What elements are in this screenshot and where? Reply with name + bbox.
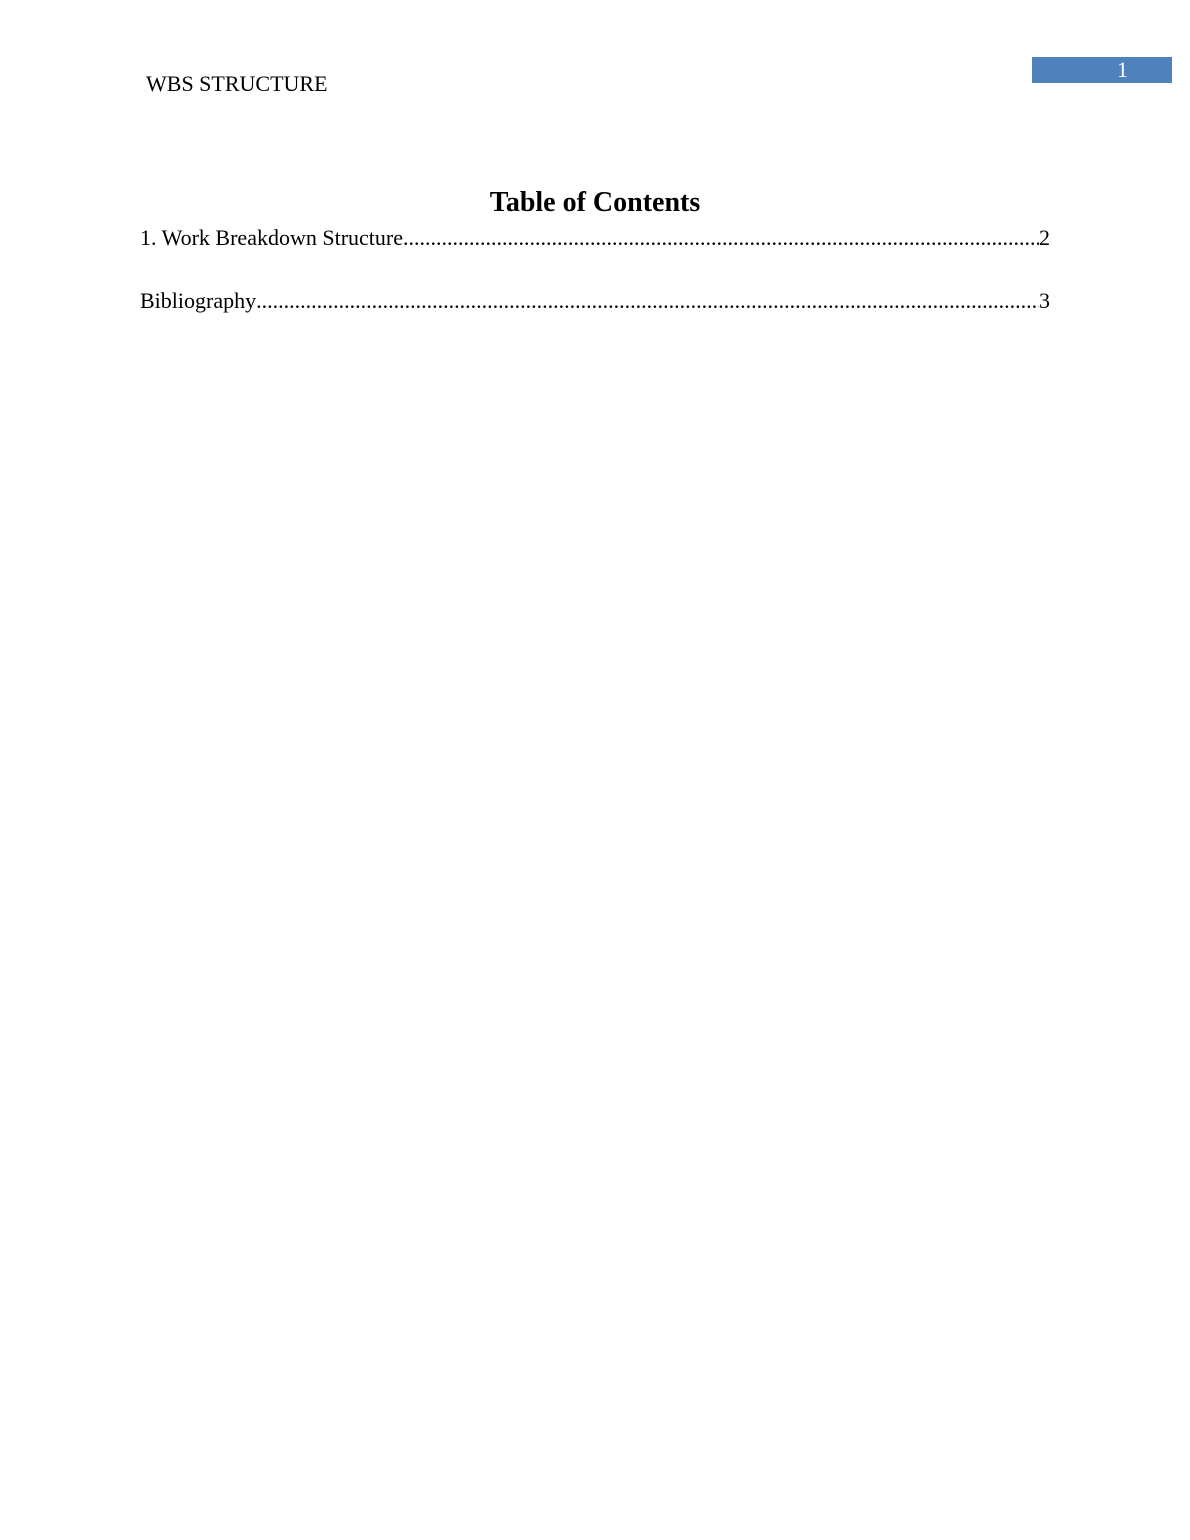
toc-entry-work-breakdown-structure[interactable] <box>140 222 1050 253</box>
toc-entry-page: 3 <box>1039 288 1050 313</box>
toc-entry-bibliography[interactable] <box>140 285 1050 316</box>
toc-dot-leader <box>403 222 1039 253</box>
toc-title: Table of Contents <box>489 187 701 218</box>
toc-list <box>140 222 1050 316</box>
page-number-badge: 1 <box>1032 57 1172 83</box>
toc-entry-label: Bibliography <box>140 288 257 313</box>
toc-entry-page: 2 <box>1039 225 1050 250</box>
toc-entry-label: 1. Work Breakdown Structure <box>140 225 403 250</box>
toc-dot-leader <box>256 285 1039 316</box>
running-head: WBS STRUCTURE <box>146 71 328 96</box>
